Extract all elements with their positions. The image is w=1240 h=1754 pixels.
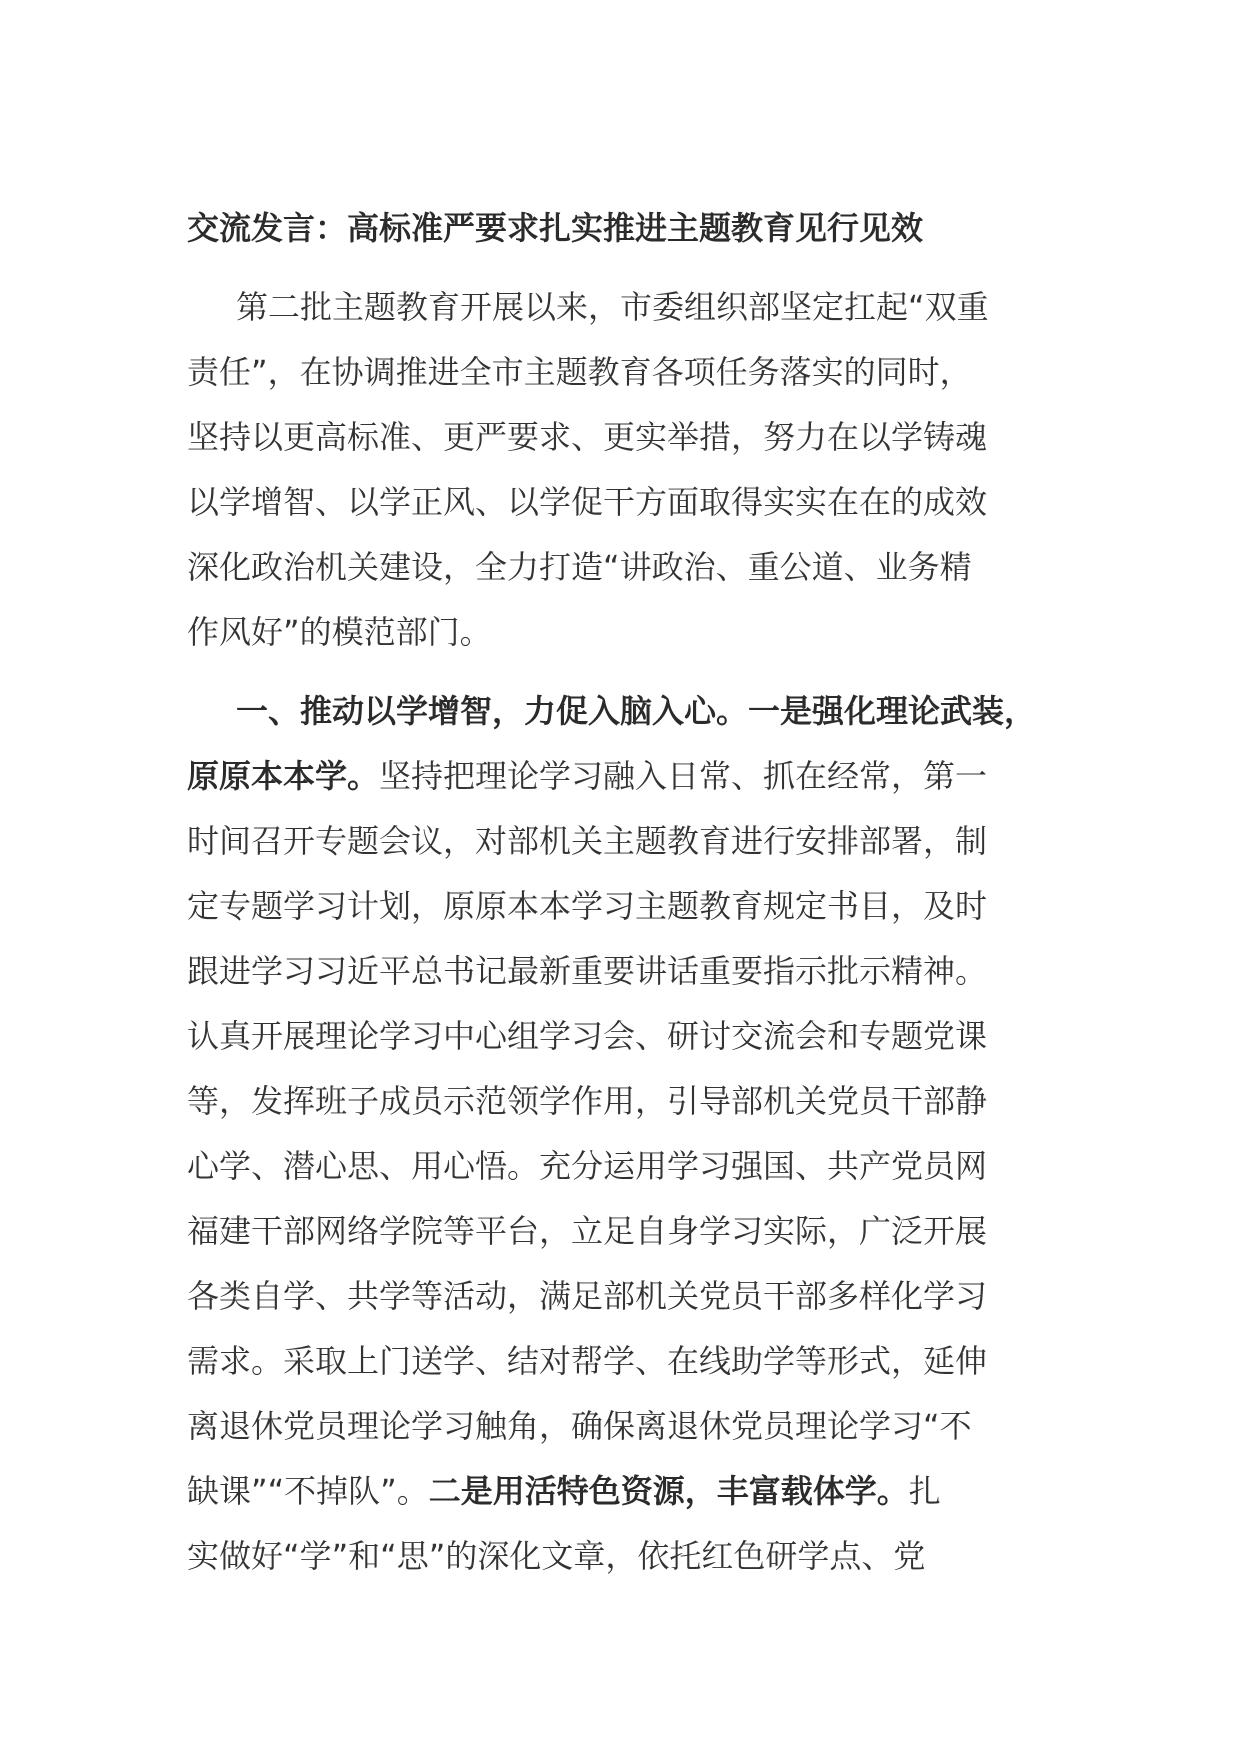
text-line: 作风好”的模范部门。 [187,613,492,651]
text-line: 需求。采取上门送学、结对帮学、在线助学等形式，延伸 [187,1342,988,1380]
text-segment: 坚持把理论学习融入日常、抓在经常，第一 [379,757,988,795]
subheading-text: 二是用活特色资源，丰富载体学。 [428,1472,909,1510]
text-line: 定专题学习计划，原原本本学习主题教育规定书目，及时 [187,887,988,925]
text-line: 各类自学、共学等活动，满足部机关党员干部多样化学习 [187,1277,988,1315]
text-line: 认真开展理论学习中心组学习会、研讨交流会和专题党课 [187,1017,988,1055]
text-line [187,1459,1062,1524]
paragraph-section-one [187,679,1062,1589]
text-line [187,744,1062,809]
document-title: 交流发言：高标准严要求扎实推进主题教育见行见效 [187,209,924,247]
subheading-text: 原原本本学。 [187,757,380,795]
text-line: 时间召开专题会议，对部机关主题教育进行安排部署，制 [187,822,988,860]
text-line: 责任”，在协调推进全市主题教育各项任务落实的同时， [187,353,972,391]
text-line: 坚持以更高标准、更严要求、更实举措，努力在以学铸魂 [187,418,988,456]
text-line: 离退休党员理论学习触角，确保离退休党员理论学习“不 [187,1407,972,1445]
section-heading: 一、推动以学增智，力促入脑入心。一是强化理论武装， [236,692,1037,730]
paragraph-intro [187,275,1062,665]
text-line: 等，发挥班子成员示范领学作用，引导部机关党员干部静 [187,1082,988,1120]
text-line: 以学增智、以学正风、以学促干方面取得实实在在的成效 [187,483,988,521]
text-segment: 缺课”“不掉队”。 [187,1472,429,1510]
text-line: 福建干部网络学院等平台，立足自身学习实际，广泛开展 [187,1212,988,1250]
text-line: 心学、潜心思、用心悟。充分运用学习强国、共产党员网 [187,1147,988,1185]
text-line: 深化政治机关建设，全力打造“讲政治、重公道、业务精 [187,548,972,586]
text-segment: 扎 [908,1472,941,1510]
text-line: 跟进学习习近平总书记最新重要讲话重要指示批示精神。 [187,952,988,990]
text-line: 第二批主题教育开展以来，市委组织部坚定扛起“双重 [236,288,989,326]
text-line: 实做好“学”和“思”的深化文章，依托红色研学点、党 [187,1537,926,1575]
